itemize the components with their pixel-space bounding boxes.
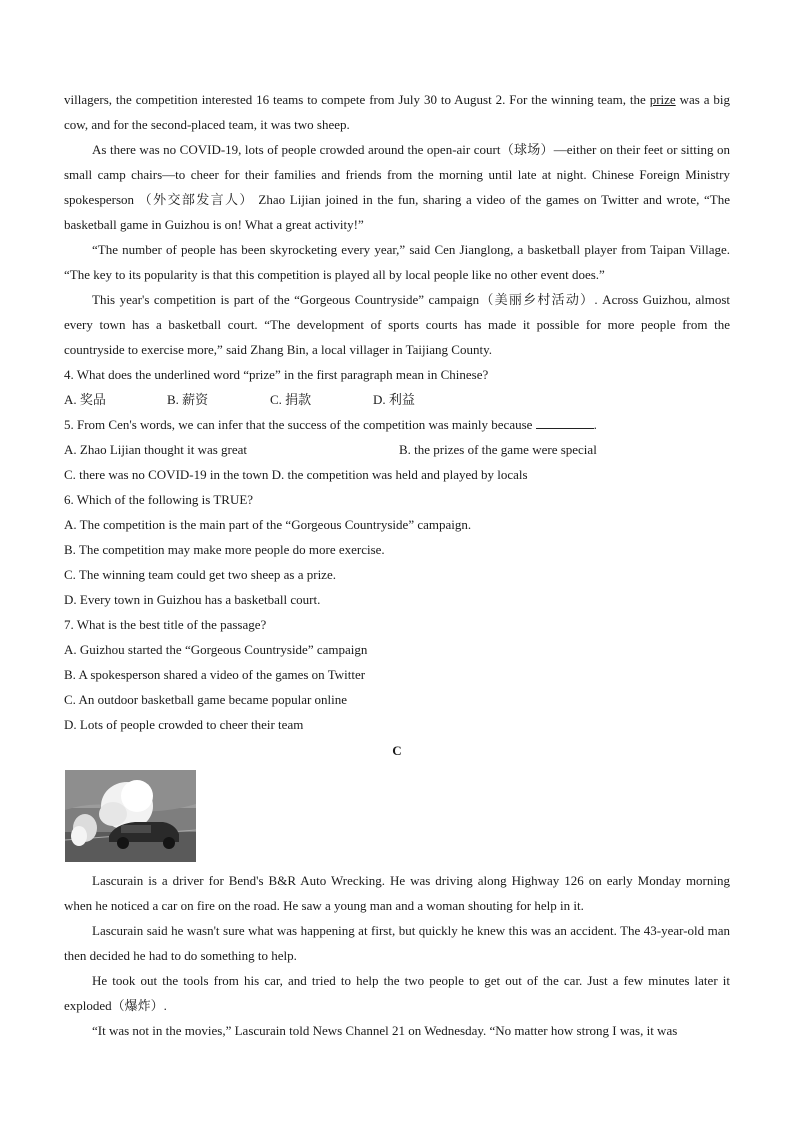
- section-c-heading: C: [392, 743, 402, 758]
- passage-b-paragraph-1: villagers, the competition interested 16 teams to compete from July 30 to August 2. For the winning team, the prize was a big cow, and for the second-placed team, it was two sheep.: [64, 92, 730, 132]
- passage-c-paragraph-3: He took out the tools from his car, and tried to help the two people to get out of the car. Just a few minutes later it exploded（爆炸）.: [64, 973, 730, 1013]
- document-page: [64, 87, 730, 1043]
- question-4-option-d: D. 利益: [373, 392, 415, 407]
- question-4-option-c: C. 捐款: [270, 392, 312, 407]
- question-7-option-c: C. An outdoor basketball game became popular online: [64, 692, 348, 707]
- passage-b-paragraph-2: As there was no COVID-19, lots of people crowded around the open-air court（球场）—either on their feet or sitting on small camp chairs—to cheer for their families and friends from the morning until late at night. Chinese Foreign Ministry spokesperson （外交部发言人） Zhao Lijian joined in the fun, sharing a video of the games on Twitter and wrote, “The basketball game in Guizhou is on! What a great activity!”: [64, 142, 730, 232]
- underlined-word-prize: prize: [649, 92, 676, 107]
- question-5-option-a: A. Zhao Lijian thought it was great: [64, 442, 248, 457]
- question-6-option-d: D. Every town in Guizhou has a basketball court.: [64, 592, 321, 607]
- answer-blank: [536, 416, 594, 429]
- passage-c-paragraph-2: Lascurain said he wasn't sure what was happening at first, but quickly he knew this was an accident. The 43-year-old man then decided he had to do something to help.: [64, 923, 730, 963]
- passage-b-paragraph-3: “The number of people has been skyrocketing every year,” said Cen Jianglong, a basketball player from Taipan Village. “The key to its popularity is that this competition is played all by local people like no other event does.”: [64, 242, 730, 282]
- question-4-option-a: A. 奖品: [64, 392, 106, 407]
- passage-c-paragraph-1: Lascurain is a driver for Bend's B&R Auto Wrecking. He was driving along Highway 126 on early Monday morning when he noticed a car on fire on the road. He saw a young man and a woman shouting for help in it.: [64, 873, 730, 913]
- question-7-option-a: A. Guizhou started the “Gorgeous Countryside” campaign: [64, 642, 368, 657]
- question-5-options-cd: C. there was no COVID-19 in the town D. the competition was held and played by locals: [64, 467, 528, 482]
- question-4-stem: 4. What does the underlined word “prize” in the first paragraph mean in Chinese?: [64, 367, 489, 382]
- question-6-option-a: A. The competition is the main part of the “Gorgeous Countryside” campaign.: [64, 517, 472, 532]
- question-6-stem: 6. Which of the following is TRUE?: [64, 492, 254, 507]
- question-4-option-b: B. 薪资: [167, 392, 209, 407]
- question-6-option-c: C. The winning team could get two sheep as a prize.: [64, 567, 336, 582]
- question-6-option-b: B. The competition may make more people do more exercise.: [64, 542, 385, 557]
- passage-b-paragraph-4: This year's competition is part of the “Gorgeous Countryside” campaign（美丽乡村活动）. Across Guizhou, almost every town has a basketball court. “The development of sports courts has made it possible for more people from the countryside to exercise more,” said Zhang Bin, a local villager in Taijiang County.: [64, 292, 730, 357]
- question-5-stem: 5. From Cen's words, we can infer that the success of the competition was mainly because .: [64, 417, 597, 432]
- question-7-option-d: D. Lots of people crowded to cheer their team: [64, 717, 304, 732]
- passage-c-paragraph-4: “It was not in the movies,” Lascurain told News Channel 21 on Wednesday. “No matter how strong I was, it was: [92, 1023, 678, 1038]
- question-5-options-ab: [64, 437, 730, 462]
- question-5-option-b: B. the prizes of the game were special: [399, 442, 597, 457]
- question-7-option-b: B. A spokesperson shared a video of the games on Twitter: [64, 667, 366, 682]
- question-4-options: [64, 387, 730, 412]
- burning-car-photo: [65, 770, 196, 862]
- burning-car-illustration: [65, 770, 196, 862]
- question-7-stem: 7. What is the best title of the passage?: [64, 617, 267, 632]
